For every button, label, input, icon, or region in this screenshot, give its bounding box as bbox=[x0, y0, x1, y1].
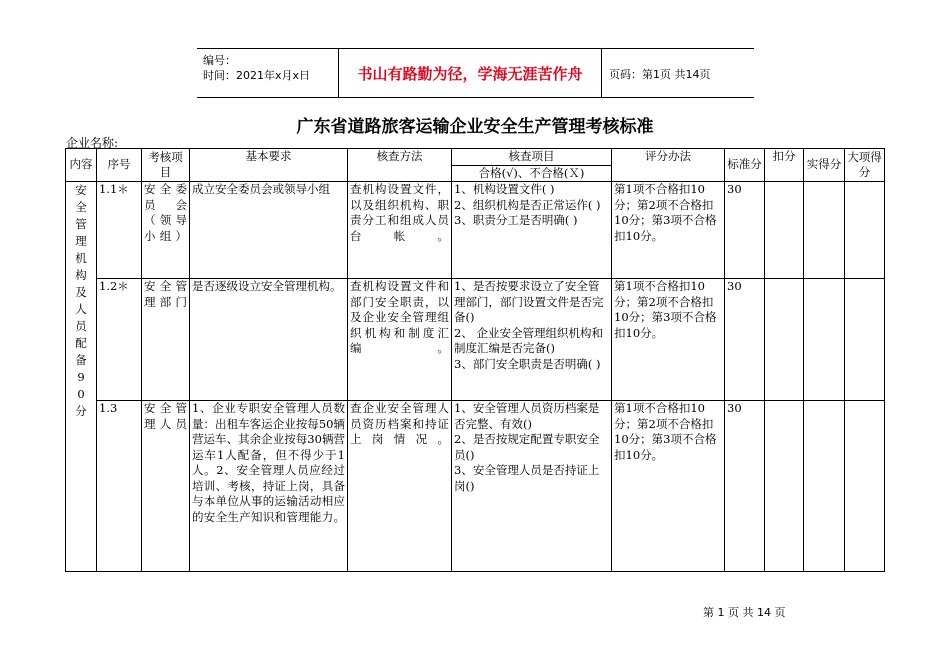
check-cell: 1、安全管理人员资历档案是否完整、有效() 2、是否按规定配置专职安全员() 3、安全管理人员是否持证上岗() bbox=[452, 401, 612, 572]
category-label: 安全管理机构及人员配备90分 bbox=[75, 183, 87, 418]
scoring-cell: 第1项不合格扣10分；第2项不合格扣10分；第3项不合格扣10分。 bbox=[612, 401, 725, 572]
check-cell: 1、是否按要求设立了安全管理部门，部门设置文件是否完备() 2、 企业安全管理组织机构和制度汇编是否完备() 3、部门安全职责是否明确( ) bbox=[452, 279, 612, 401]
table-row bbox=[66, 401, 885, 572]
number-label: 编号： bbox=[203, 54, 236, 67]
col-seq: 序号 bbox=[97, 149, 142, 182]
category-cell bbox=[66, 182, 97, 572]
requirement-cell: 是否逐级设立安全管理机构。 bbox=[190, 279, 348, 401]
scoring-cell: 第1项不合格扣10分；第2项不合格扣10分；第3项不合格扣10分。 bbox=[612, 279, 725, 401]
col-check: 核查项目 bbox=[452, 149, 612, 166]
time-label: 时间：2021年x月x日 bbox=[203, 69, 311, 82]
table-row bbox=[66, 279, 885, 401]
header-meta bbox=[203, 53, 310, 83]
standard-cell: 30 bbox=[725, 182, 765, 279]
major-cell bbox=[845, 279, 885, 401]
method-cell: 查机构设置文件，以及组织机构、职责分工和组成人员台帐。 bbox=[348, 182, 452, 279]
actual-cell bbox=[804, 182, 845, 279]
actual-cell bbox=[804, 401, 845, 572]
item-cell: 安全管理部门 bbox=[142, 279, 190, 401]
document-header bbox=[197, 48, 754, 98]
requirement-cell: 成立安全委员会或领导小组 bbox=[190, 182, 348, 279]
deduct-cell bbox=[765, 182, 804, 279]
standard-cell: 30 bbox=[725, 279, 765, 401]
deduct-cell bbox=[765, 279, 804, 401]
assessment-table bbox=[65, 148, 885, 572]
actual-cell bbox=[804, 279, 845, 401]
deduct-cell bbox=[765, 401, 804, 572]
seq-cell: 1.2＊ bbox=[97, 279, 142, 401]
col-major: 大项得分 bbox=[845, 149, 885, 182]
check-cell: 1、机构设置文件( ) 2、组织机构是否正常运作( ) 3、职责分工是否明确( ) bbox=[452, 182, 612, 279]
col-method: 核查方法 bbox=[348, 149, 452, 182]
col-scoring: 评分办法 bbox=[612, 149, 725, 182]
col-check-sub: 合格(√)、不合格(Ｘ) bbox=[452, 165, 612, 182]
motto: 书山有路勤为径，学海无涯苦作舟 bbox=[338, 49, 602, 97]
major-cell bbox=[845, 401, 885, 572]
scoring-cell: 第1项不合格扣10分；第2项不合格扣10分；第3项不合格扣10分。 bbox=[612, 182, 725, 279]
col-deduct: 扣分 bbox=[765, 149, 804, 182]
seq-cell: 1.3 bbox=[97, 401, 142, 572]
company-label: 企业名称: bbox=[66, 136, 119, 150]
standard-cell: 30 bbox=[725, 401, 765, 572]
col-requirement: 基本要求 bbox=[190, 149, 348, 182]
page-code: 页码：第1页 共14页 bbox=[609, 68, 711, 81]
table-row bbox=[66, 182, 885, 279]
item-cell: 安全委员会（领导小组） bbox=[142, 182, 190, 279]
method-cell: 查企业安全管理人员资历档案和持证上岗情况。 bbox=[348, 401, 452, 572]
col-content: 内容 bbox=[66, 149, 97, 182]
major-cell bbox=[845, 182, 885, 279]
col-standard: 标准分 bbox=[725, 149, 765, 182]
page-footer: 第 1 页 共 14 页 bbox=[703, 606, 786, 619]
header-row bbox=[66, 149, 885, 166]
item-cell: 安全管理人员 bbox=[142, 401, 190, 572]
page-title: 广东省道路旅客运输企业安全生产管理考核标准 bbox=[296, 117, 654, 137]
requirement-cell: 1、企业专职安全管理人员数量：出租车客运企业按每50辆营运车、其余企业按每30辆营运车1人配备，但不得少于1人。2、安全管理人员应经过培训、考核，持证上岗，具备与本单位从事的运输活动相应的安全生产知识和管理能力。 bbox=[190, 401, 348, 572]
method-cell: 查机构设置文件和部门安全职责，以及企业安全管理组织机构和制度汇编。 bbox=[348, 279, 452, 401]
seq-cell: 1.1＊ bbox=[97, 182, 142, 279]
col-actual: 实得分 bbox=[804, 149, 845, 182]
col-item: 考核项目 bbox=[142, 149, 190, 182]
